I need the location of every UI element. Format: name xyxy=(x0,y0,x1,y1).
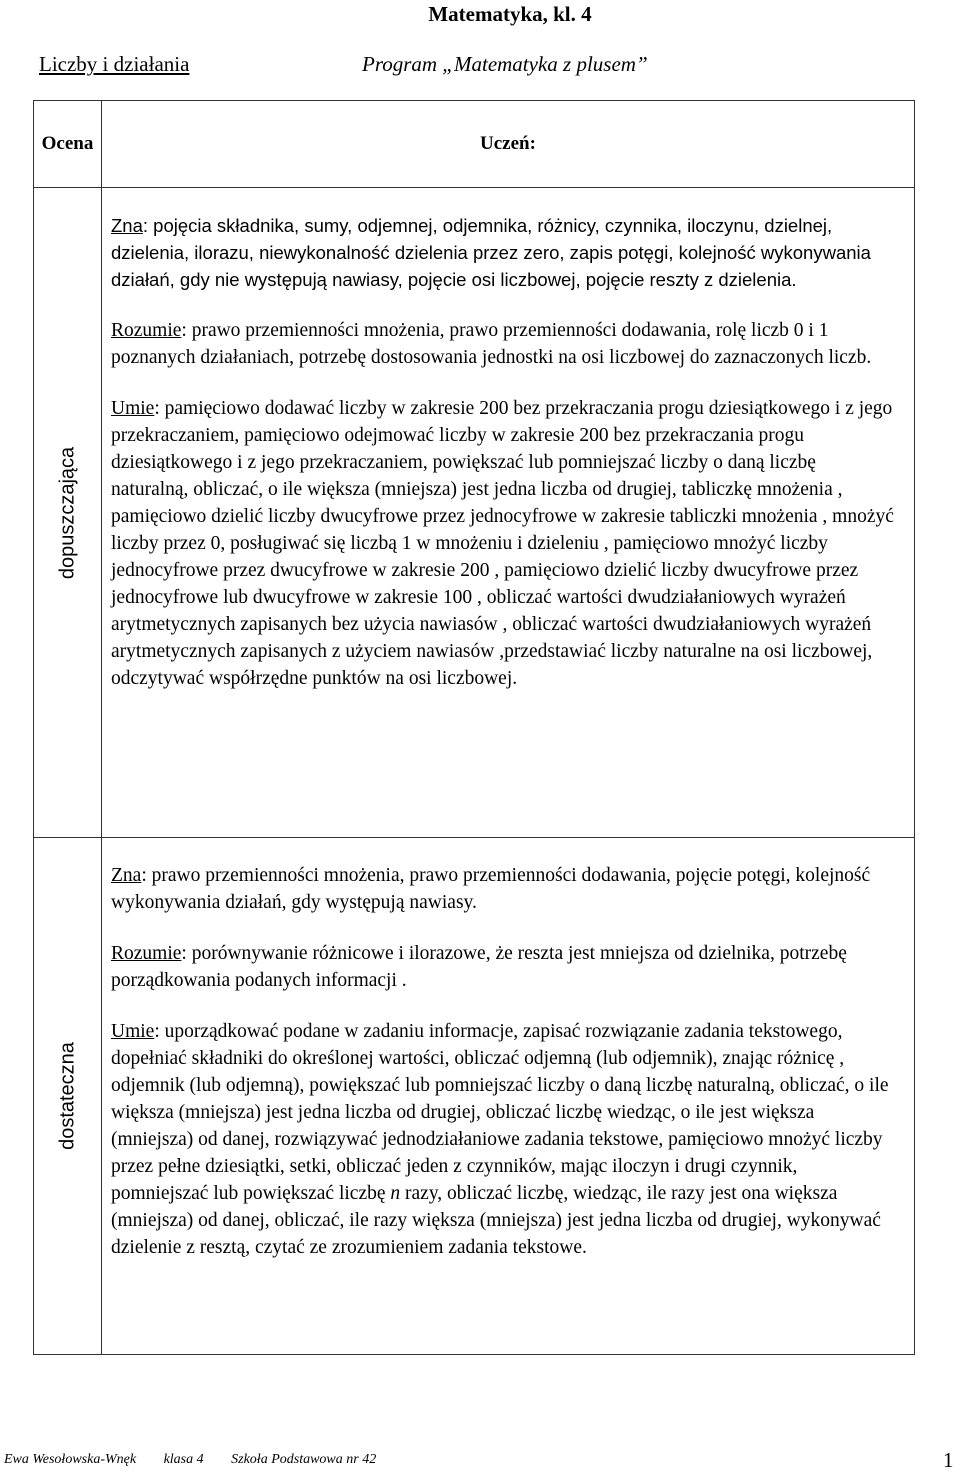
rozumie-text: : porównywanie różnicowe i ilorazowe, że reszta jest mniejsza od dzielnika, potrzebę porządkowania podanych informacji . xyxy=(111,943,847,991)
requirements-table xyxy=(33,100,915,1355)
document-title-text: Matematyka, kl. 4 xyxy=(428,2,592,26)
page-footer xyxy=(4,1452,400,1468)
rozumie-paragraph xyxy=(111,940,898,994)
umie-text-part-1: : uporządkować podane w zadaniu informacje, zapisać rozwiązanie zadania tekstowego, dopełniać składniki do określonej wartości, obliczać odjemną (lub odjemnik), znając różnicę , odjemnik (lub odjemną), powiększać lub pomniejszać liczby o daną liczbę naturalną, obliczać, o ile większa (mniejsza) jest jedna liczba od drugiej, obliczać liczbę wiedząc, o ile jest większa (mniejsza) od danej, rozwiązywać jednodziałaniowe zadania tekstowe, pamięciowo mnożyć liczby przez pełne dziesiątki, setki, obliczać jeden z czynników, mając iloczyn i drugi czynnik, pomniejszać lub powiększać liczbę xyxy=(111,1021,889,1204)
page-number: 1 xyxy=(943,1448,954,1472)
grade-label: dopuszczająca xyxy=(56,446,78,579)
zna-label: Zna xyxy=(111,215,143,236)
table-header-row xyxy=(34,101,915,188)
grade-cell xyxy=(34,838,102,1355)
requirements-cell xyxy=(102,188,915,838)
grade-label: dostateczna xyxy=(56,1042,78,1150)
zna-paragraph xyxy=(111,862,898,916)
umie-label: Umie xyxy=(111,1021,155,1042)
umie-label: Umie xyxy=(111,398,155,419)
umie-paragraph xyxy=(111,395,898,692)
rozumie-label: Rozumie xyxy=(111,320,182,341)
zna-paragraph xyxy=(111,212,898,293)
umie-text-part-2: razy, obliczać liczbę, wiedząc, ile razy jest ona większa (mniejsza) od danej, obliczać, ile razy większa (mniejsza) jest jedna liczba od drugiej, wykonywać dzielenie z resztą, czytać ze zrozumieniem zadania tekstowe. xyxy=(111,1183,881,1258)
section-heading: Liczby i działania xyxy=(39,52,190,76)
student-column-header: Uczeń: xyxy=(102,101,915,188)
footer-school: Szkoła Podstawowa nr 42 xyxy=(231,1452,377,1467)
document-title xyxy=(0,2,960,27)
requirements-cell xyxy=(102,838,915,1355)
program-name: Program „Matematyka z plusem” xyxy=(362,52,648,76)
umie-variable-n: n xyxy=(390,1183,401,1204)
umie-text: : pamięciowo dodawać liczby w zakresie 200 bez przekraczania progu dziesiątkowego i z jego przekraczaniem, pamięciowo odejmować liczby w zakresie 200 bez przekraczania progu dziesiątkowego i z jego przekraczaniem, powiększać lub pomniejszać liczby o daną liczbę naturalną, obliczać, o ile większa (mniejsza) jest jedna liczba od drugiej, tabliczkę mnożenia , pamięciowo dzielić liczby dwucyfrowe przez jednocyfrowe w zakresie tabliczki mnożenia , mnożyć liczby przez 0, posługiwać się liczbą 1 w mnożeniu i dzieleniu , pamięciowo mnożyć liczby jednocyfrowe przez dwucyfrowe w zakresie 200 , pamięciowo dzielić liczby dwucyfrowe przez jednocyfrowe lub dwucyfrowe w zakresie 100 , obliczać wartości dwudziałaniowych wyrażeń arytmetycznych zapisanych bez użycia nawiasów , obliczać wartości dwudziałaniowych wyrażeń arytmetycznych zapisanych z użyciem nawiasów ,przedstawiać liczby naturalne na osi liczbowej, odczytywać współrzędne punktów na osi liczbowej. xyxy=(111,398,894,689)
table-row xyxy=(34,838,915,1355)
rozumie-text: : prawo przemienności mnożenia, prawo przemienności dodawania, rolę liczb 0 i 1 poznanych działaniach, potrzebę dostosowania jednostki na osi liczbowej do zaznaczonych liczb. xyxy=(111,320,872,368)
rozumie-label: Rozumie xyxy=(111,943,182,964)
zna-text: : pojęcia składnika, sumy, odjemnej, odjemnika, różnicy, czynnika, iloczynu, dzielnej, dzielenia, ilorazu, niewykonalność dzielenia przez zero, zapis potęgi, kolejność wykonywania działań, gdy nie występują nawiasy, pojęcie osi liczbowej, pojęcie reszty z dzielenia. xyxy=(111,215,871,290)
grade-cell xyxy=(34,188,102,838)
table-row xyxy=(34,188,915,838)
grade-column-header: Ocena xyxy=(34,101,102,188)
rozumie-paragraph xyxy=(111,317,898,371)
zna-text: : prawo przemienności mnożenia, prawo przemienności dodawania, pojęcie potęgi, kolejność wykonywania działań, gdy występują nawiasy. xyxy=(111,865,871,913)
footer-class: klasa 4 xyxy=(163,1452,204,1467)
umie-paragraph xyxy=(111,1018,898,1261)
zna-label: Zna xyxy=(111,865,142,886)
footer-author: Ewa Wesołowska-Wnęk xyxy=(4,1452,137,1467)
